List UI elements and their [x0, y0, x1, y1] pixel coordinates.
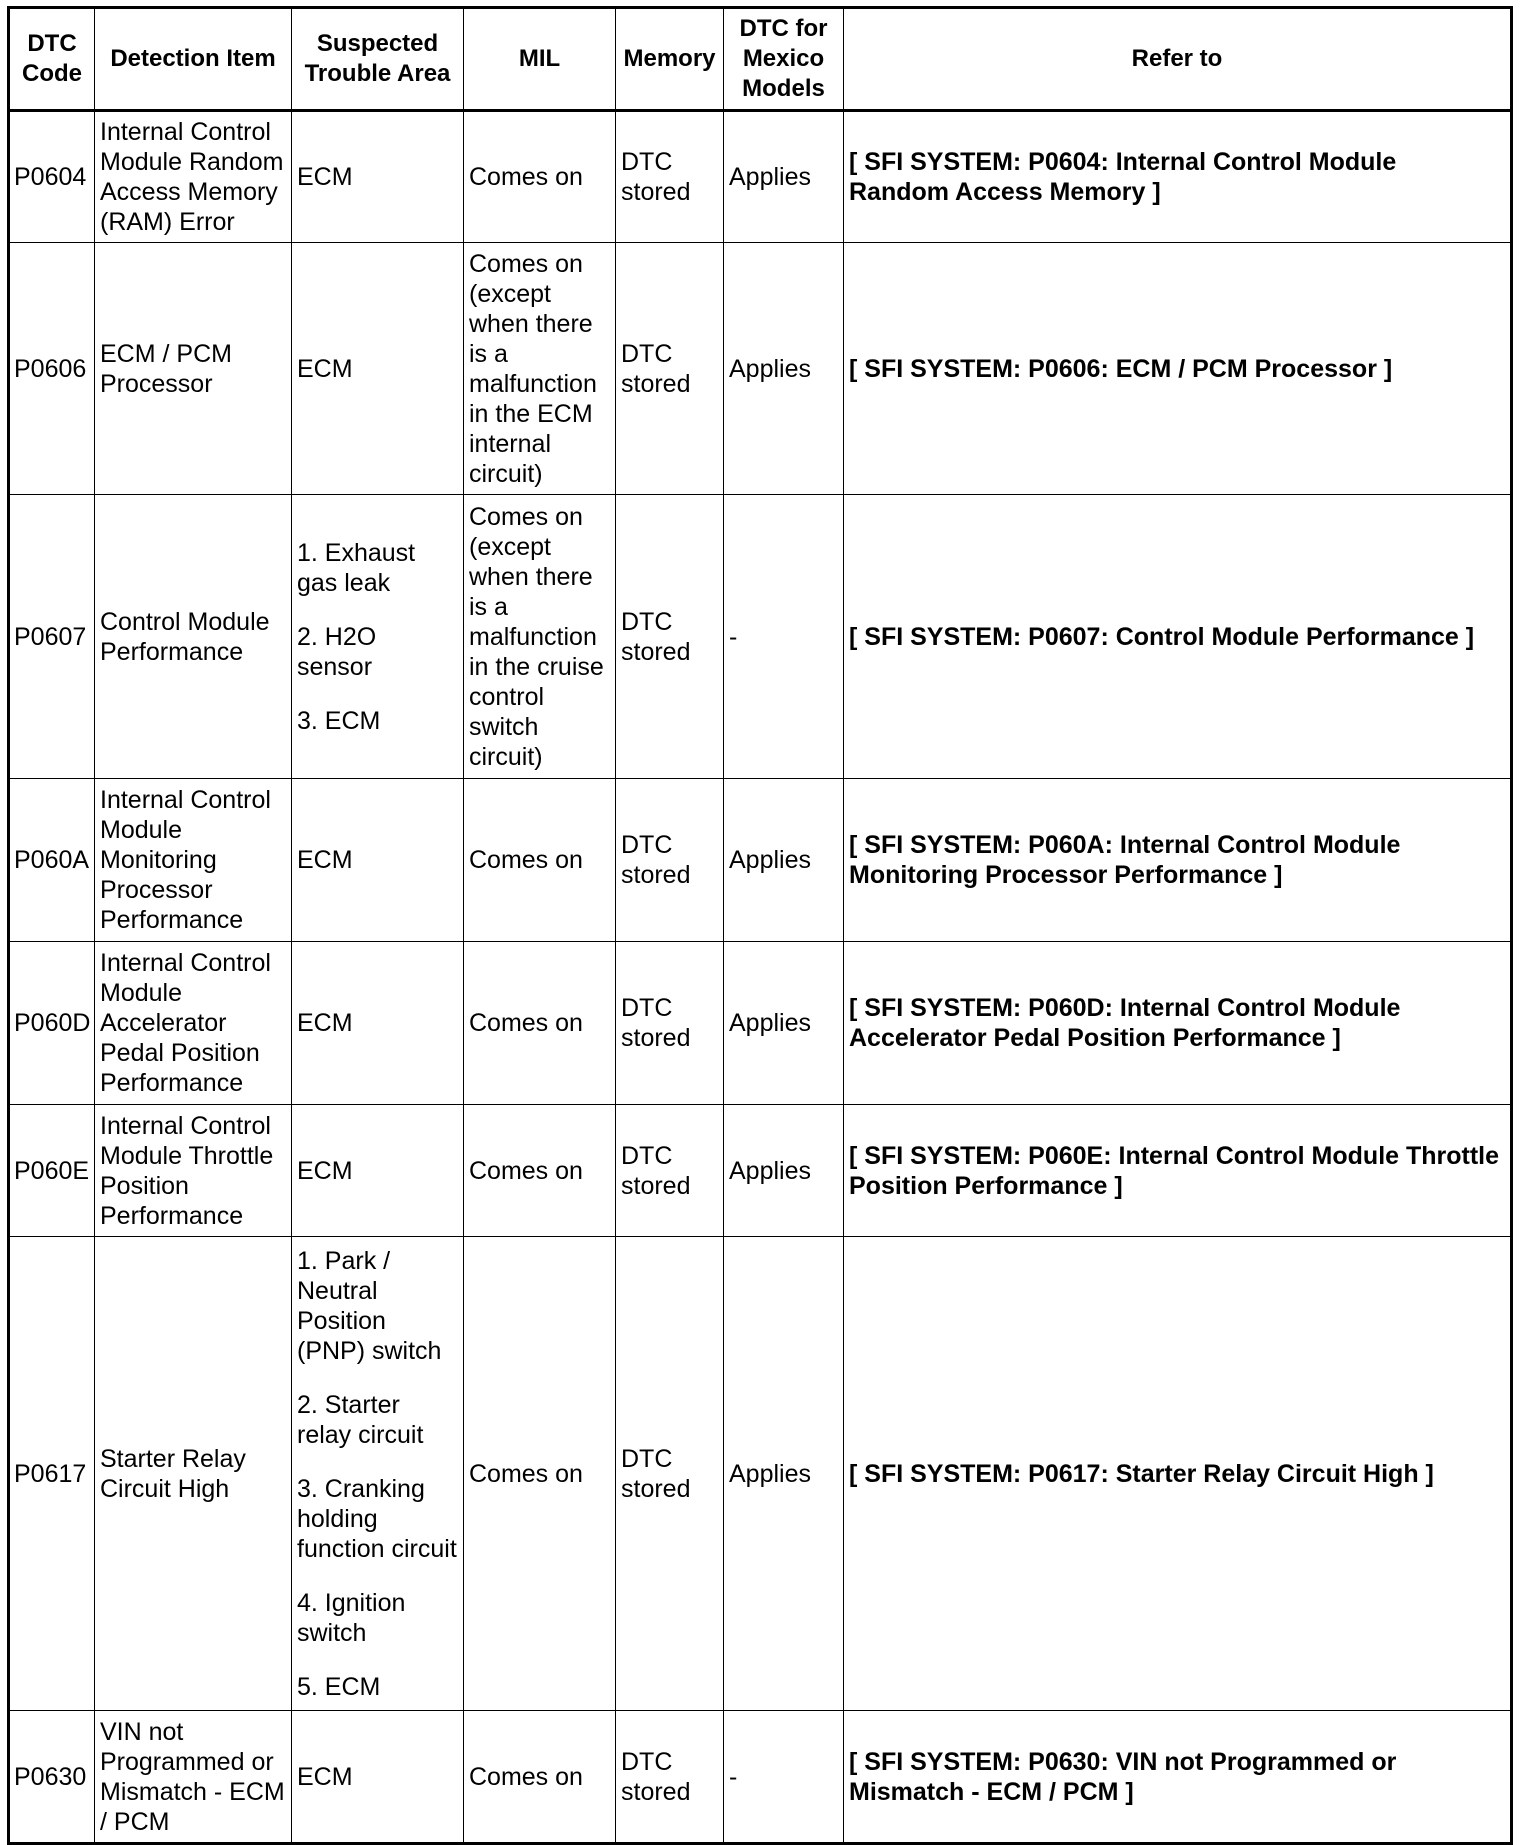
refer-to-cell-text: [ SFI SYSTEM: P0606: ECM / PCM Processor ]	[849, 354, 1393, 383]
table-row	[9, 942, 1512, 1105]
table-row	[9, 243, 1512, 495]
dtc-mexico-cell	[724, 243, 844, 495]
dtc-mexico-cell	[724, 1237, 844, 1711]
trouble-area-item: ECM	[297, 1009, 353, 1037]
trouble-area-item: ECM	[297, 354, 353, 383]
memory-cell-text: DTC stored	[621, 1747, 691, 1806]
dtc-code-cell	[9, 243, 95, 495]
header-memory: Memory	[616, 8, 724, 111]
table-row	[9, 111, 1512, 243]
suspected-trouble-area-cell	[292, 1237, 464, 1711]
dtc-code-cell-text: P0617	[14, 1459, 87, 1488]
refer-to-cell	[844, 111, 1512, 243]
refer-to-cell	[844, 1105, 1512, 1237]
header-mil: MIL	[464, 8, 616, 111]
memory-cell	[616, 495, 724, 779]
trouble-area-item: 3. ECM	[297, 706, 381, 735]
suspected-trouble-area-cell	[292, 1711, 464, 1844]
dtc-code-cell	[9, 495, 95, 779]
dtc-mexico-cell-text: -	[729, 622, 738, 651]
refer-to-cell-text: [ SFI SYSTEM: P060A: Internal Control Module Monitoring Processor Performance ]	[849, 831, 1401, 889]
refer-to-cell	[844, 1711, 1512, 1844]
dtc-table-container	[7, 6, 1510, 1845]
detection-item-cell-text: Starter Relay Circuit High	[100, 1444, 246, 1503]
header-dtc-code: DTC Code	[9, 8, 95, 111]
dtc-code-cell	[9, 779, 95, 942]
dtc-mexico-cell	[724, 111, 844, 243]
dtc-code-cell-text: P0606	[14, 354, 87, 383]
mil-cell	[464, 779, 616, 942]
detection-item-cell	[95, 1237, 292, 1711]
detection-item-cell-text: Internal Control Module Monitoring Processor Performance	[100, 786, 271, 934]
memory-cell-text: DTC stored	[621, 1141, 691, 1200]
table-row	[9, 1711, 1512, 1844]
mil-cell	[464, 495, 616, 779]
dtc-mexico-cell-text: Applies	[729, 163, 811, 191]
dtc-mexico-cell	[724, 779, 844, 942]
mil-cell-text: Comes on	[469, 163, 583, 191]
dtc-code-cell-text: P0607	[14, 622, 87, 651]
trouble-area-item: 1. Park / Neutral Position (PNP) switch	[297, 1246, 442, 1365]
dtc-mexico-cell-text: Applies	[729, 354, 811, 383]
memory-cell-text: DTC stored	[621, 607, 691, 666]
memory-cell	[616, 1711, 724, 1844]
memory-cell-text: DTC stored	[621, 148, 691, 206]
table-row	[9, 1105, 1512, 1237]
dtc-code-cell-text: P060A	[14, 846, 90, 874]
mil-cell-text: Comes on	[469, 1459, 583, 1488]
mil-cell-text: Comes on	[469, 1762, 583, 1791]
refer-to-cell	[844, 1237, 1512, 1711]
mil-cell-text: Comes on (except when there is a malfunction in the ECM internal circuit)	[469, 249, 597, 488]
detection-item-cell-text: VIN not Programmed or Mismatch - ECM / PCM	[100, 1717, 285, 1836]
mil-cell	[464, 1105, 616, 1237]
refer-to-cell-text: [ SFI SYSTEM: P0630: VIN not Programmed or Mismatch - ECM / PCM ]	[849, 1747, 1397, 1806]
header-refer-to: Refer to	[844, 8, 1512, 111]
memory-cell-text: DTC stored	[621, 994, 691, 1052]
memory-cell-text: DTC stored	[621, 339, 691, 398]
refer-to-cell-text: [ SFI SYSTEM: P0617: Starter Relay Circuit High ]	[849, 1459, 1434, 1488]
suspected-trouble-area-cell	[292, 779, 464, 942]
trouble-area-item: 2. Starter relay circuit	[297, 1390, 424, 1449]
detection-item-cell-text: Control Module Performance	[100, 607, 270, 666]
detection-item-cell	[95, 111, 292, 243]
detection-item-cell	[95, 243, 292, 495]
trouble-area-item: 1. Exhaust gas leak	[297, 538, 416, 597]
dtc-code-cell	[9, 111, 95, 243]
table-row	[9, 1237, 1512, 1711]
detection-item-cell	[95, 1711, 292, 1844]
dtc-code-cell-text: P0630	[14, 1762, 87, 1791]
refer-to-cell	[844, 495, 1512, 779]
mil-cell	[464, 1711, 616, 1844]
dtc-code-cell-text: P0604	[14, 163, 87, 191]
memory-cell	[616, 942, 724, 1105]
dtc-mexico-cell	[724, 495, 844, 779]
header-dtc-mexico: DTC for Mexico Models	[724, 8, 844, 111]
refer-to-cell-text: [ SFI SYSTEM: P0604: Internal Control Module Random Access Memory ]	[849, 148, 1397, 206]
trouble-area-item: 3. Cranking holding function circuit	[297, 1474, 457, 1563]
memory-cell	[616, 111, 724, 243]
mil-cell	[464, 1237, 616, 1711]
header-detection-item: Detection Item	[95, 8, 292, 111]
refer-to-cell	[844, 942, 1512, 1105]
suspected-trouble-area-cell	[292, 495, 464, 779]
mil-cell-text: Comes on	[469, 1009, 583, 1037]
detection-item-cell	[95, 495, 292, 779]
trouble-area-item: ECM	[297, 163, 353, 191]
suspected-trouble-area-cell	[292, 1105, 464, 1237]
refer-to-cell-text: [ SFI SYSTEM: P0607: Control Module Performance ]	[849, 622, 1475, 651]
trouble-area-item: ECM	[297, 846, 353, 874]
trouble-area-item: ECM	[297, 1156, 353, 1185]
trouble-area-item: 2. H2O sensor	[297, 622, 377, 681]
detection-item-cell	[95, 942, 292, 1105]
dtc-code-cell	[9, 1711, 95, 1844]
table-body	[9, 111, 1512, 1844]
dtc-mexico-cell	[724, 1105, 844, 1237]
dtc-mexico-cell	[724, 942, 844, 1105]
refer-to-cell-text: [ SFI SYSTEM: P060E: Internal Control Module Throttle Position Performance ]	[849, 1141, 1500, 1200]
dtc-code-cell-text: P060E	[14, 1156, 90, 1185]
suspected-trouble-area-cell	[292, 942, 464, 1105]
refer-to-cell	[844, 779, 1512, 942]
dtc-mexico-cell-text: -	[729, 1762, 738, 1791]
suspected-trouble-area-cell	[292, 111, 464, 243]
dtc-table	[7, 6, 1513, 1845]
memory-cell	[616, 243, 724, 495]
memory-cell	[616, 1105, 724, 1237]
dtc-code-cell	[9, 1237, 95, 1711]
detection-item-cell-text: Internal Control Module Random Access Memory (RAM) Error	[100, 118, 284, 236]
dtc-mexico-cell-text: Applies	[729, 846, 811, 874]
header-suspected-trouble-area: Suspected Trouble Area	[292, 8, 464, 111]
dtc-code-cell	[9, 1105, 95, 1237]
mil-cell	[464, 111, 616, 243]
trouble-area-item: 5. ECM	[297, 1672, 381, 1701]
table-row	[9, 779, 1512, 942]
dtc-code-cell-text: P060D	[14, 1009, 91, 1037]
dtc-mexico-cell-text: Applies	[729, 1156, 811, 1185]
table-header-row	[9, 8, 1512, 111]
mil-cell-text: Comes on	[469, 846, 583, 874]
mil-cell-text: Comes on (except when there is a malfunction in the cruise control switch circuit)	[469, 502, 604, 771]
memory-cell	[616, 1237, 724, 1711]
refer-to-cell	[844, 243, 1512, 495]
mil-cell	[464, 942, 616, 1105]
dtc-code-cell	[9, 942, 95, 1105]
detection-item-cell	[95, 1105, 292, 1237]
refer-to-cell-text: [ SFI SYSTEM: P060D: Internal Control Module Accelerator Pedal Position Performance ]	[849, 994, 1401, 1052]
detection-item-cell-text: ECM / PCM Processor	[100, 339, 232, 398]
table-row	[9, 495, 1512, 779]
trouble-area-item: 4. Ignition switch	[297, 1588, 406, 1647]
mil-cell-text: Comes on	[469, 1156, 583, 1185]
detection-item-cell	[95, 779, 292, 942]
dtc-mexico-cell-text: Applies	[729, 1009, 811, 1037]
mil-cell	[464, 243, 616, 495]
memory-cell-text: DTC stored	[621, 831, 691, 889]
memory-cell-text: DTC stored	[621, 1444, 691, 1503]
memory-cell	[616, 779, 724, 942]
detection-item-cell-text: Internal Control Module Accelerator Pedal Position Performance	[100, 949, 271, 1097]
dtc-mexico-cell	[724, 1711, 844, 1844]
suspected-trouble-area-cell	[292, 243, 464, 495]
dtc-mexico-cell-text: Applies	[729, 1459, 811, 1488]
trouble-area-item: ECM	[297, 1762, 353, 1791]
detection-item-cell-text: Internal Control Module Throttle Position Performance	[100, 1111, 274, 1230]
